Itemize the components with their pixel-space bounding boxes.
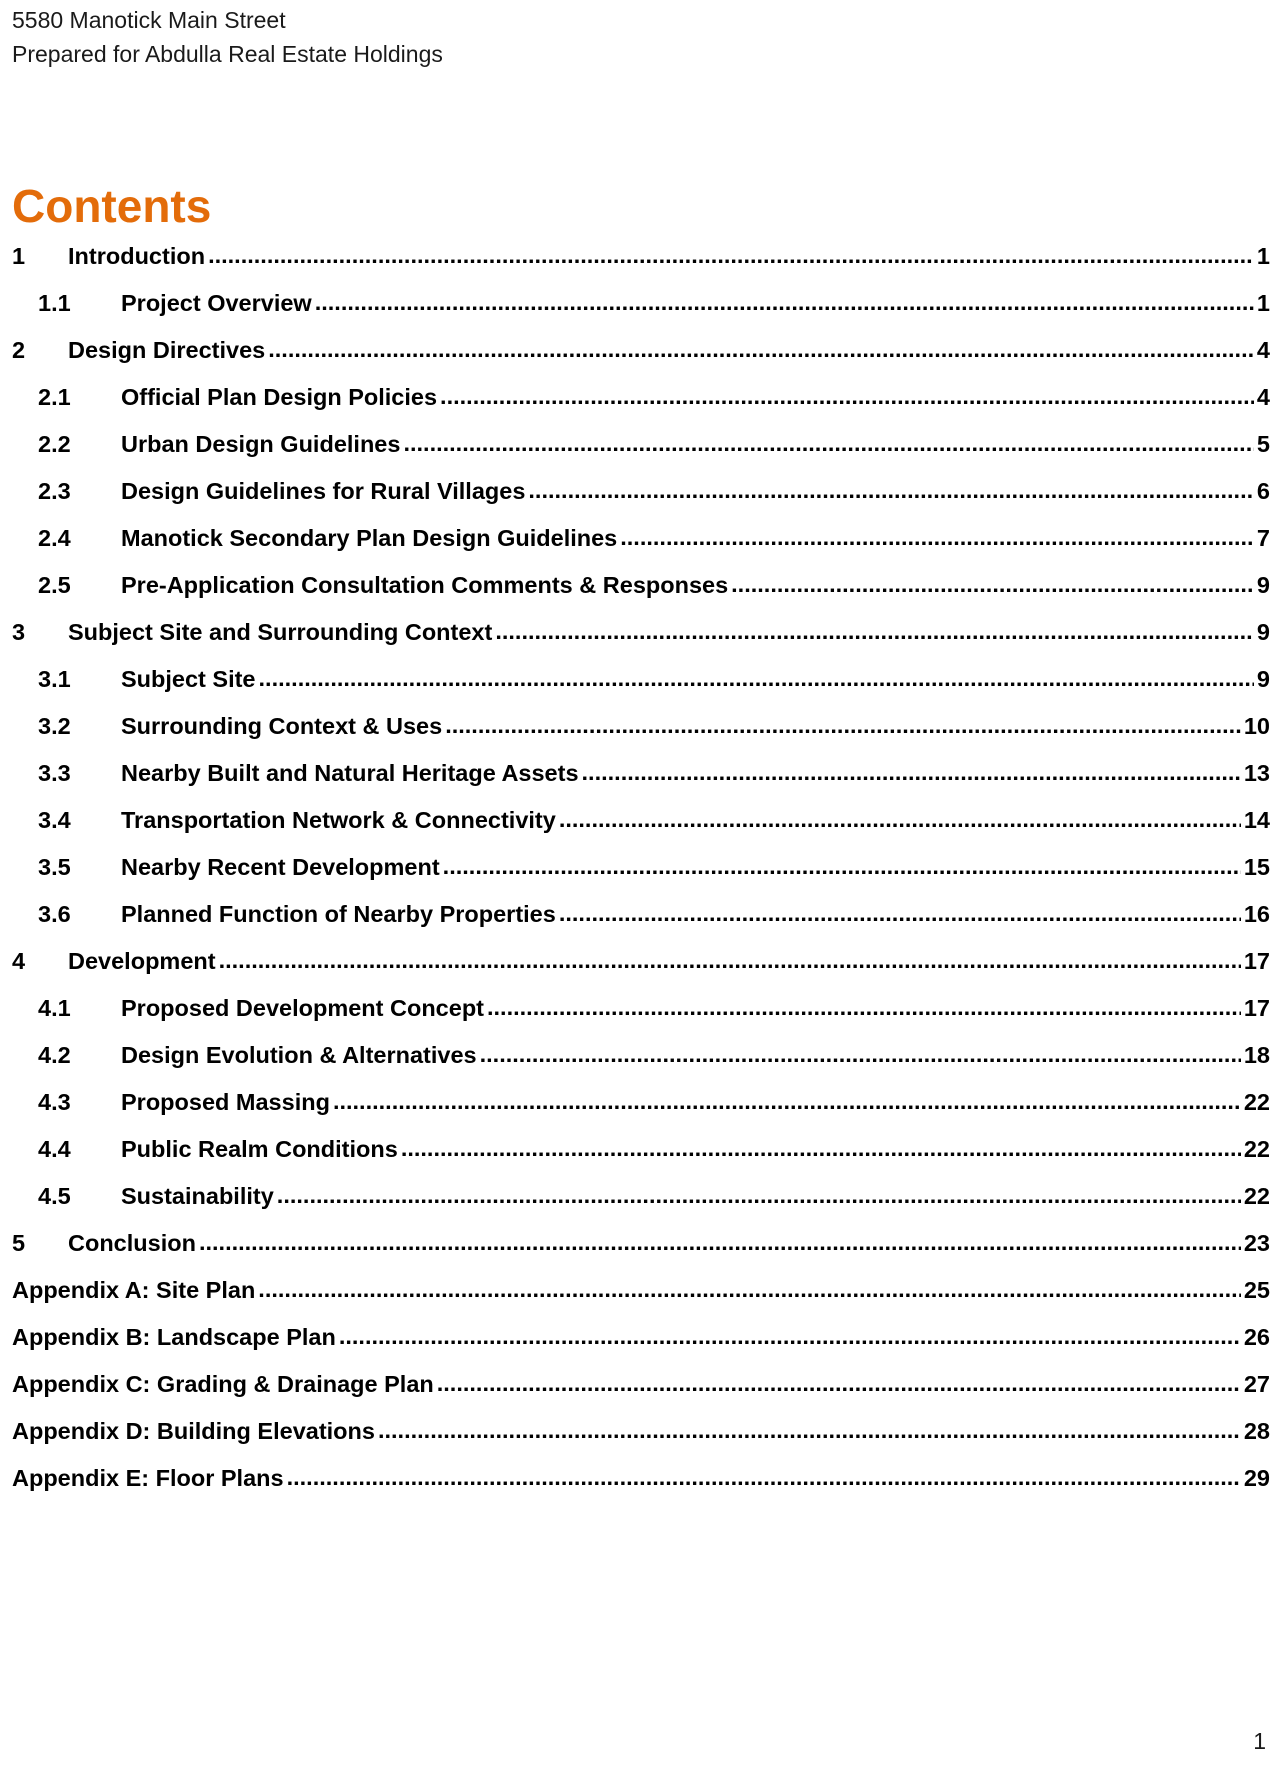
toc-entry[interactable] xyxy=(12,948,1270,995)
toc-entry-label: Design Guidelines for Rural Villages xyxy=(121,478,526,504)
toc-dot-leader xyxy=(480,1041,1241,1068)
toc-entry-page: 23 xyxy=(1243,1230,1270,1256)
toc-entry-label: Urban Design Guidelines xyxy=(121,431,401,457)
toc-entry-number: 4.4 xyxy=(38,1136,71,1162)
toc-entry[interactable] xyxy=(12,384,1270,431)
toc-entry[interactable] xyxy=(12,243,1270,290)
toc-entry-number: 3.5 xyxy=(38,854,71,880)
toc-entry-page: 26 xyxy=(1243,1324,1270,1350)
toc-entry[interactable] xyxy=(12,478,1270,525)
toc-entry[interactable] xyxy=(12,290,1270,337)
toc-entry-page: 14 xyxy=(1243,807,1270,833)
toc-entry[interactable] xyxy=(12,1183,1270,1230)
toc-entry-page: 16 xyxy=(1243,901,1270,927)
toc-entry[interactable] xyxy=(12,1136,1270,1183)
toc-dot-leader xyxy=(582,759,1241,786)
toc-entry-page: 29 xyxy=(1243,1465,1270,1491)
toc-entry[interactable] xyxy=(12,1089,1270,1136)
toc-dot-leader xyxy=(731,571,1254,598)
toc-dot-leader xyxy=(339,1323,1241,1350)
toc-entry[interactable] xyxy=(12,572,1270,619)
toc-entry[interactable] xyxy=(12,619,1270,666)
toc-entry[interactable] xyxy=(12,901,1270,948)
toc-dot-leader xyxy=(287,1464,1241,1491)
toc-entry-page: 1 xyxy=(1256,290,1270,316)
toc-entry[interactable] xyxy=(12,1277,1270,1324)
toc-entry[interactable] xyxy=(12,1418,1270,1465)
toc-dot-leader xyxy=(437,1370,1241,1397)
toc-dot-leader xyxy=(378,1417,1241,1444)
toc-entry[interactable] xyxy=(12,431,1270,478)
toc-entry-page: 25 xyxy=(1243,1277,1270,1303)
toc-entry-number: 3 xyxy=(12,619,26,645)
toc-entry[interactable] xyxy=(12,337,1270,384)
toc-entry-number: 4.1 xyxy=(38,995,71,1021)
toc-entry-label: Subject Site and Surrounding Context xyxy=(68,619,493,645)
toc-entry-page: 22 xyxy=(1243,1089,1270,1115)
toc-dot-leader xyxy=(559,806,1241,833)
toc-entry-page: 6 xyxy=(1256,478,1270,504)
toc-entry-number: 5 xyxy=(12,1230,26,1256)
toc-entry-number: 4.5 xyxy=(38,1183,71,1209)
toc-dot-leader xyxy=(445,712,1241,739)
toc-entry-label: Surrounding Context & Uses xyxy=(121,713,443,739)
table-of-contents xyxy=(12,243,1270,1512)
toc-title: Contents xyxy=(12,180,212,232)
toc-entry-label: Transportation Network & Connectivity xyxy=(121,807,556,833)
toc-dot-leader xyxy=(315,289,1254,316)
toc-entry-label: Appendix C: Grading & Drainage Plan xyxy=(12,1371,434,1397)
toc-entry-number: 4 xyxy=(12,948,26,974)
toc-entry-page: 5 xyxy=(1256,431,1270,457)
toc-entry[interactable] xyxy=(12,1465,1270,1512)
toc-entry[interactable] xyxy=(12,666,1270,713)
toc-entry-label: Introduction xyxy=(68,243,206,269)
toc-entry-page: 9 xyxy=(1256,572,1270,598)
toc-entry-page: 9 xyxy=(1256,619,1270,645)
toc-dot-leader xyxy=(487,994,1241,1021)
toc-entry[interactable] xyxy=(12,1230,1270,1277)
toc-entry-page: 4 xyxy=(1256,384,1270,410)
toc-entry-label: Proposed Development Concept xyxy=(121,995,484,1021)
toc-entry-label: Nearby Built and Natural Heritage Assets xyxy=(121,760,579,786)
toc-entry-label: Pre-Application Consultation Comments & Responses xyxy=(121,572,729,598)
toc-dot-leader xyxy=(259,665,1254,692)
toc-entry-number: 2.2 xyxy=(38,431,71,457)
toc-dot-leader xyxy=(208,242,1254,269)
toc-entry-page: 15 xyxy=(1243,854,1270,880)
toc-entry-number: 3.1 xyxy=(38,666,71,692)
toc-entry-label: Sustainability xyxy=(121,1183,274,1209)
toc-entry-page: 4 xyxy=(1256,337,1270,363)
toc-entry-page: 9 xyxy=(1256,666,1270,692)
toc-entry-page: 22 xyxy=(1243,1136,1270,1162)
toc-entry-page: 13 xyxy=(1243,760,1270,786)
toc-dot-leader xyxy=(495,618,1254,645)
toc-entry-number: 2.5 xyxy=(38,572,71,598)
toc-entry[interactable] xyxy=(12,525,1270,572)
toc-entry-page: 28 xyxy=(1243,1418,1270,1444)
toc-entry[interactable] xyxy=(12,854,1270,901)
toc-entry-number: 3.4 xyxy=(38,807,71,833)
toc-dot-leader xyxy=(219,947,1241,974)
toc-entry-label: Conclusion xyxy=(68,1230,196,1256)
toc-entry-number: 1 xyxy=(12,243,26,269)
toc-entry-label: Planned Function of Nearby Properties xyxy=(121,901,556,927)
toc-entry-label: Subject Site xyxy=(121,666,256,692)
header-address: 5580 Manotick Main Street xyxy=(12,7,286,33)
toc-entry[interactable] xyxy=(12,1324,1270,1371)
toc-dot-leader xyxy=(333,1088,1241,1115)
toc-entry[interactable] xyxy=(12,807,1270,854)
toc-dot-leader xyxy=(403,430,1253,457)
toc-entry-label: Appendix B: Landscape Plan xyxy=(12,1324,336,1350)
toc-entry-number: 4.2 xyxy=(38,1042,71,1068)
toc-entry-page: 1 xyxy=(1256,243,1270,269)
toc-entry-page: 10 xyxy=(1243,713,1270,739)
toc-entry-label: Appendix A: Site Plan xyxy=(12,1277,256,1303)
toc-entry-page: 18 xyxy=(1243,1042,1270,1068)
toc-dot-leader xyxy=(199,1229,1241,1256)
toc-entry[interactable] xyxy=(12,713,1270,760)
toc-entry-number: 3.2 xyxy=(38,713,71,739)
toc-entry-page: 27 xyxy=(1243,1371,1270,1397)
toc-entry-label: Proposed Massing xyxy=(121,1089,330,1115)
toc-entry-label: Public Realm Conditions xyxy=(121,1136,398,1162)
toc-entry-label: Development xyxy=(68,948,216,974)
toc-entry-label: Nearby Recent Development xyxy=(121,854,440,880)
toc-entry[interactable] xyxy=(12,1371,1270,1418)
toc-dot-leader xyxy=(620,524,1254,551)
toc-entry-number: 2.3 xyxy=(38,478,71,504)
toc-entry-page: 17 xyxy=(1243,948,1270,974)
toc-dot-leader xyxy=(443,853,1241,880)
toc-dot-leader xyxy=(401,1135,1241,1162)
toc-dot-leader xyxy=(559,900,1241,927)
toc-entry-label: Appendix E: Floor Plans xyxy=(12,1465,284,1491)
toc-dot-leader xyxy=(268,336,1254,363)
toc-entry-number: 2 xyxy=(12,337,26,363)
toc-entry-number: 2.1 xyxy=(38,384,71,410)
toc-entry-number: 3.6 xyxy=(38,901,71,927)
page-header xyxy=(12,3,443,71)
toc-entry[interactable] xyxy=(12,760,1270,807)
toc-entry-label: Design Evolution & Alternatives xyxy=(121,1042,477,1068)
toc-entry-label: Official Plan Design Policies xyxy=(121,384,438,410)
toc-dot-leader xyxy=(277,1182,1241,1209)
toc-entry-label: Appendix D: Building Elevations xyxy=(12,1418,375,1444)
toc-dot-leader xyxy=(440,383,1254,410)
toc-dot-leader xyxy=(528,477,1254,504)
toc-entry-label: Design Directives xyxy=(68,337,266,363)
toc-entry-number: 1.1 xyxy=(38,290,71,316)
toc-entry[interactable] xyxy=(12,995,1270,1042)
toc-entry-number: 4.3 xyxy=(38,1089,71,1115)
toc-entry-page: 22 xyxy=(1243,1183,1270,1209)
header-prepared-for: Prepared for Abdulla Real Estate Holdings xyxy=(12,41,443,67)
toc-entry-label: Project Overview xyxy=(121,290,312,316)
toc-entry[interactable] xyxy=(12,1042,1270,1089)
toc-entry-label: Manotick Secondary Plan Design Guidelines xyxy=(121,525,618,551)
toc-dot-leader xyxy=(258,1276,1241,1303)
toc-entry-page: 17 xyxy=(1243,995,1270,1021)
toc-entry-number: 2.4 xyxy=(38,525,71,551)
toc-entry-number: 3.3 xyxy=(38,760,71,786)
toc-entry-page: 7 xyxy=(1256,525,1270,551)
page-number: 1 xyxy=(1253,1728,1266,1754)
